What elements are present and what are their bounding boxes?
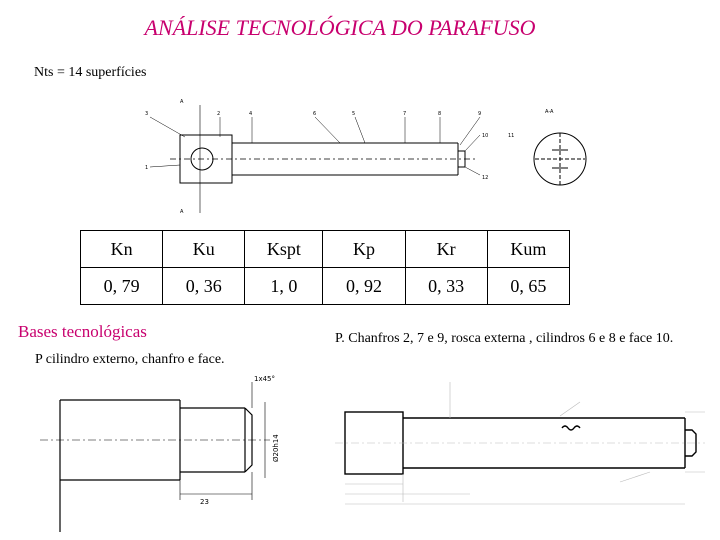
table-cell: 1, 0 (245, 268, 323, 305)
bases-left-text: P cilindro externo, chanfro e face. (35, 352, 225, 367)
callout-6: 6 (313, 111, 317, 117)
table-cell: 0, 65 (487, 268, 569, 305)
table-cell: 0, 36 (163, 268, 245, 305)
table-row (81, 268, 570, 305)
screw-drawing-top (140, 95, 600, 220)
diameter-label: Ø20h14 (272, 434, 280, 462)
table-header-row (81, 231, 570, 268)
surfaces-count: Nts = 14 superfícies (34, 65, 147, 80)
table-header-cell: Ku (163, 231, 245, 268)
callout-3: 3 (145, 111, 149, 117)
coefficients-table (80, 230, 570, 305)
bases-heading: Bases tecnológicas (18, 322, 147, 341)
callout-9: 9 (478, 111, 482, 117)
callout-2: 2 (217, 111, 221, 117)
screw-drawing-right (330, 372, 710, 532)
length-label: 23 (200, 498, 209, 506)
table-header-cell: Kspt (245, 231, 323, 268)
table-cell: 0, 33 (405, 268, 487, 305)
callout-10: 10 (482, 133, 489, 139)
callout-5: 5 (352, 111, 356, 117)
table-cell: 0, 92 (323, 268, 405, 305)
section-a-top: A (180, 99, 184, 105)
table-cell: 0, 79 (81, 268, 163, 305)
screw-drawing-left (20, 372, 320, 532)
table-header-cell: Kum (487, 231, 569, 268)
callout-12: 12 (482, 175, 489, 181)
section-a-bottom: A (180, 209, 184, 215)
page-title: ANÁLISE TECNOLÓGICA DO PARAFUSO (144, 15, 536, 40)
callout-1: 1 (145, 165, 149, 171)
callout-11: 11 (508, 133, 515, 139)
callout-4: 4 (249, 111, 253, 117)
section-label: A-A (545, 109, 554, 115)
chamfer-label: 1x45° (254, 375, 276, 383)
table-header-cell: Kr (405, 231, 487, 268)
table-header-cell: Kn (81, 231, 163, 268)
bases-right-text: P. Chanfros 2, 7 e 9, rosca externa , cilindros 6 e 8 e face 10. (335, 331, 674, 346)
callout-8: 8 (438, 111, 442, 117)
callout-7: 7 (403, 111, 407, 117)
table-header-cell: Kp (323, 231, 405, 268)
